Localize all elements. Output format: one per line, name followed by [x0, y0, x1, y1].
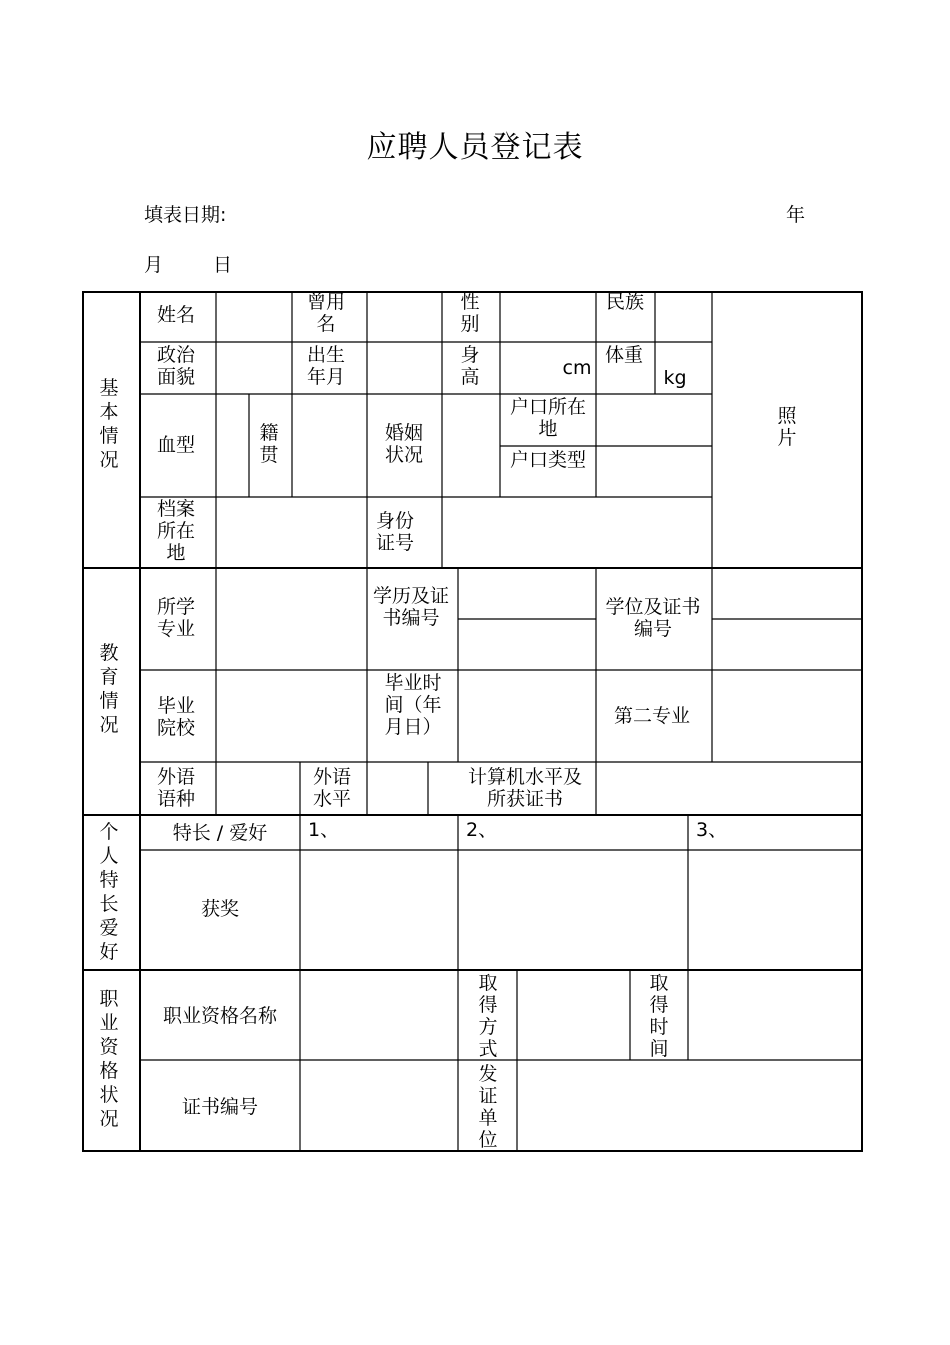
- label-name: 姓名: [156, 304, 195, 326]
- label-archive: 档案所在地: [156, 498, 195, 564]
- label-gender: 性别: [460, 291, 480, 335]
- label-second-major: 第二专业: [613, 705, 690, 727]
- label-id-no: 身份证号: [375, 510, 414, 554]
- label-award: 获奖: [200, 898, 239, 920]
- month-label: 月: [144, 254, 164, 276]
- label-weight: 体重: [605, 344, 644, 366]
- label-height: 身高: [460, 344, 480, 388]
- label-ethnicity: 民族: [605, 291, 644, 313]
- year-label: 年: [786, 204, 806, 226]
- label-hukou-loc: 户口所在地: [510, 396, 587, 440]
- section-basic-label: 基本情况: [99, 377, 119, 471]
- section-education-label: 教育情况: [99, 642, 119, 736]
- hobby-item-2: 2、: [466, 819, 498, 841]
- label-xuewei-cert: 学位及证书编号: [605, 596, 701, 640]
- label-lang-type: 外语语种: [156, 766, 195, 810]
- weight-unit: kg: [663, 367, 687, 389]
- hobby-item-3: 3、: [696, 819, 728, 841]
- label-issuer: 发证单位: [478, 1063, 498, 1151]
- section-hobby-label: 个人特长爱好: [99, 821, 119, 963]
- label-lang-level: 外语水平: [312, 766, 351, 810]
- label-qual-method: 取得方式: [478, 972, 498, 1060]
- label-school: 毕业院校: [156, 695, 195, 739]
- label-blood: 血型: [156, 434, 195, 456]
- hobby-item-1: 1、: [308, 819, 340, 841]
- page-title: 应聘人员登记表: [366, 130, 584, 165]
- day-label: 日: [213, 254, 233, 276]
- label-cert-no: 证书编号: [181, 1096, 258, 1118]
- photo-label: 照片: [777, 405, 797, 449]
- label-specialty: 特长 / 爱好: [172, 822, 268, 844]
- label-qual-name: 职业资格名称: [162, 1005, 277, 1027]
- label-grad-time: 毕业时间（年月日）: [384, 672, 442, 738]
- label-hukou-type: 户口类型: [510, 449, 587, 471]
- height-unit: cm: [562, 357, 592, 379]
- label-former-name: 曾用名: [306, 291, 345, 335]
- fill-date-label: 填表日期:: [144, 204, 227, 226]
- label-political: 政治面貌: [156, 344, 195, 388]
- label-marital: 婚姻状况: [384, 422, 423, 466]
- label-computer: 计算机水平及所获证书: [467, 766, 582, 810]
- label-birth: 出生年月: [306, 344, 345, 388]
- label-major: 所学专业: [156, 596, 195, 640]
- label-degree-cert: 学历及证书编号: [372, 585, 449, 629]
- label-native: 籍贯: [259, 422, 279, 466]
- section-qualification-label: 职业资格状况: [99, 988, 119, 1130]
- label-qual-time: 取得时间: [649, 972, 669, 1060]
